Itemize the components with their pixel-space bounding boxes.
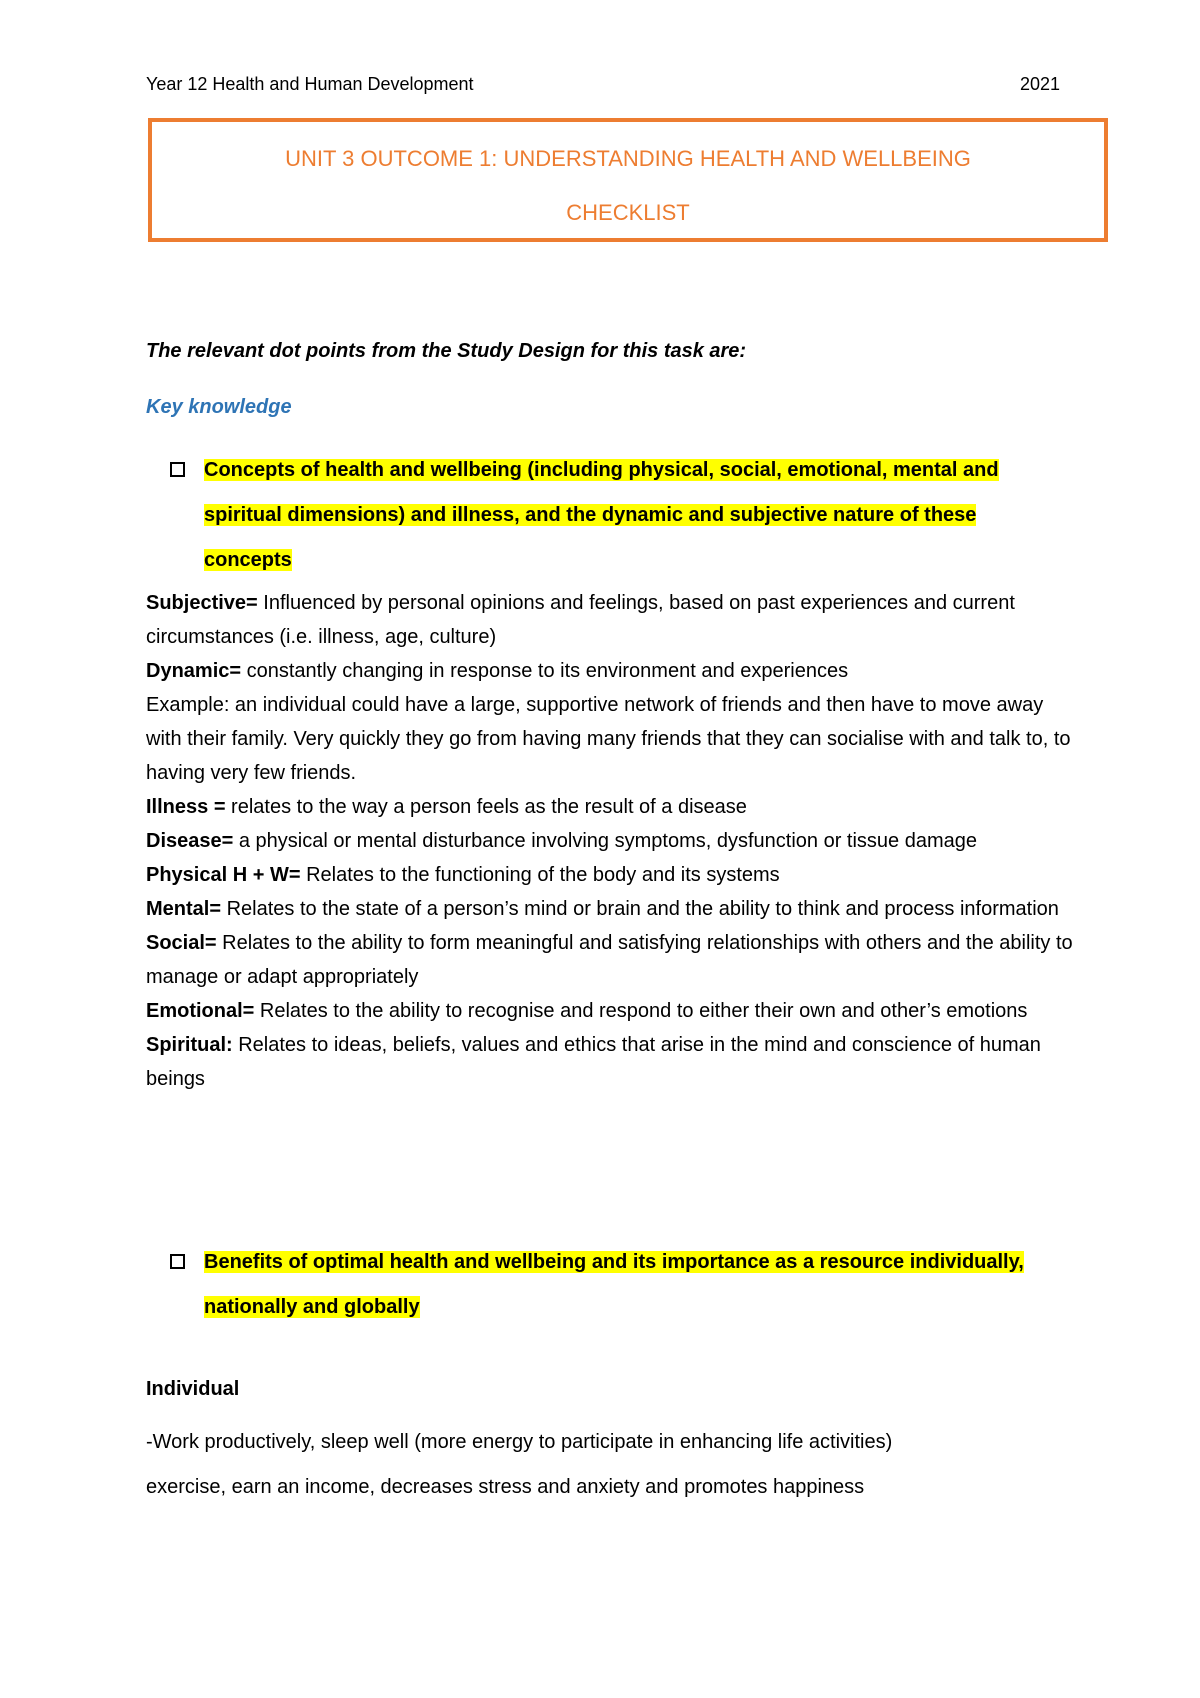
header-course-title: Year 12 Health and Human Development (146, 74, 474, 94)
checklist-line: concepts (204, 549, 292, 571)
individual-body (146, 1420, 1076, 1510)
definition-term: Physical H + W= (146, 864, 301, 886)
title-line-2: CHECKLIST (566, 200, 690, 225)
checklist-line: spiritual dimensions) and illness, and the dynamic and subjective nature of these (204, 504, 977, 526)
definition-social (146, 926, 1076, 994)
definition-text: a physical or mental disturbance involving symptoms, dysfunction or tissue damage (233, 830, 977, 852)
checklist-line: nationally and globally (204, 1296, 420, 1318)
checklist-line: Benefits of optimal health and wellbeing and its importance as a resource individually, (204, 1251, 1024, 1273)
definition-text: Relates to the ability to form meaningful and satisfying relationships with others and the ability to manage or adapt appropriately (146, 932, 1073, 988)
definition-term: Emotional= (146, 1000, 255, 1022)
checklist-item-benefits (168, 1240, 1068, 1330)
individual-line: exercise, earn an income, decreases stress and anxiety and promotes happiness (146, 1476, 865, 1498)
definition-term: Illness = (146, 796, 226, 818)
definition-term: Mental= (146, 898, 222, 920)
intro-text: The relevant dot points from the Study Design for this task are: (146, 340, 747, 362)
definition-physical (146, 858, 1076, 892)
definition-emotional (146, 994, 1076, 1028)
definition-text: constantly changing in response to its environment and experiences (241, 660, 849, 682)
checklist-item-concepts (168, 448, 1068, 583)
checkbox-icon[interactable] (170, 1254, 185, 1269)
definitions-list (146, 586, 1076, 1096)
definition-term: Disease= (146, 830, 234, 852)
definition-mental (146, 892, 1076, 926)
definition-text: Relates to the state of a person’s mind or brain and the ability to think and process information (221, 898, 1059, 920)
definition-illness (146, 790, 1076, 824)
definition-text: Relates to ideas, beliefs, values and ethics that arise in the mind and conscience of human beings (146, 1034, 1041, 1090)
title-box (148, 118, 1108, 242)
definition-term: Dynamic= (146, 660, 242, 682)
definition-text: Relates to the functioning of the body and its systems (300, 864, 780, 886)
definition-term: Subjective= (146, 592, 258, 614)
individual-line: -Work productively, sleep well (more energy to participate in enhancing life activities) (146, 1431, 893, 1453)
definition-term: Social= (146, 932, 217, 954)
definition-text: Influenced by personal opinions and feelings, based on past experiences and current circumstances (i.e. illness, age, culture) (146, 592, 1015, 648)
title-line-1: UNIT 3 OUTCOME 1: UNDERSTANDING HEALTH AND WELLBEING (285, 146, 971, 171)
definition-text: relates to the way a person feels as the result of a disease (225, 796, 747, 818)
running-header (146, 74, 1060, 95)
checkbox-icon[interactable] (170, 462, 185, 477)
definition-example (146, 688, 1076, 790)
header-year: 2021 (1019, 74, 1060, 94)
key-knowledge-heading: Key knowledge (146, 396, 292, 418)
checklist-line: Concepts of health and wellbeing (including physical, social, emotional, mental and (204, 459, 999, 481)
definition-disease (146, 824, 1076, 858)
definition-text: Example: an individual could have a large, supportive network of friends and then have to move away with their family. Very quickly they go from having many friends that they can socialise with and talk to, to having very few friends. (146, 694, 1071, 784)
definition-spiritual (146, 1028, 1076, 1096)
definition-term: Spiritual: (146, 1034, 233, 1056)
individual-heading: Individual (146, 1378, 240, 1400)
definition-dynamic (146, 654, 1076, 688)
definition-subjective (146, 586, 1076, 654)
definition-text: Relates to the ability to recognise and respond to either their own and other’s emotions (254, 1000, 1028, 1022)
